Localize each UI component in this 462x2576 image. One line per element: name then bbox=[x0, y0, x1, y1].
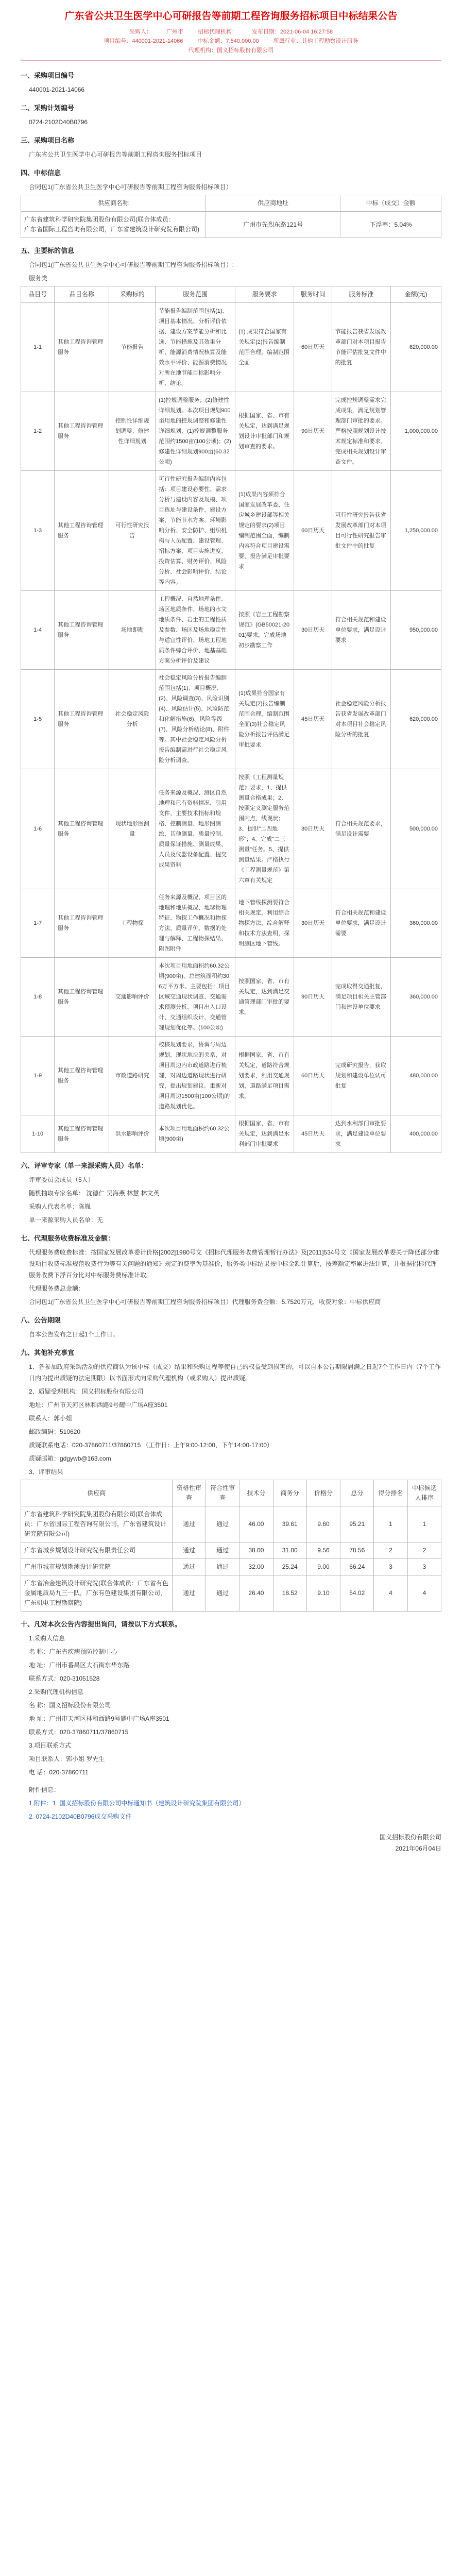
expert-line: 单一来源采购人员名单：无 bbox=[29, 1216, 104, 1224]
section-heading: 六、评审专家（单一来源采购人员）名单： bbox=[21, 1162, 148, 1170]
table-row: 1-3 其他工程咨询管理服务 可行性研究报告 可行性研究报告编制内容包括：项目建设必要性、需求分析与建设内容及规模、项目选址与建设条件、建设方案、节能节水方案、环境影响分析、安全防护、组织机构与人员配置、建设管理、招标方案、项目实施进度、投资估算、财务评价、风险分析、社会影响评价、结论等内容。 (1)成果内容须符合国家发展改革委、住房城乡建设部等相关规定的要求(2)项目编制范围全面，编制内容符合项目建设需要，报告满足审批要求 60日历天 可行性研究报告获省发展改革部门对本项目可行性研究报告审批文件中的批复 1,250,000.00 bbox=[21, 471, 441, 591]
expert-line: 评审委员会成员（5人） bbox=[29, 1176, 94, 1183]
table-row: 1-1 其他工程咨询管理服务 节能报告 节能报告编制范围包括(1)、项目基本情况、分析评价依据、建设方案节能分析和比选、节能措施及其效果分析、能源消费情况核算及能效水平评价、能源消费情况对所在地节能目标影响分析、结论。 (1) 成果符合国家有关规定(2)报告编制范围合理，编制范围全面 60日历天 节能报告获省发展改革部门对本项目报告节能评估批复文件中的批复 620,000.00 bbox=[21, 303, 441, 392]
meta-line-3: 代理机构：国义招标股份有限公司 bbox=[189, 47, 273, 54]
project-name: 广东省公共卫生医学中心可研报告等前期工程咨询服务招标项目 bbox=[29, 151, 202, 158]
divider bbox=[21, 60, 441, 61]
attachment-link[interactable]: 2. 0724-2102D40B0796成交采购文件 bbox=[29, 1813, 132, 1820]
extra-line: 联系人：郭小姐 bbox=[29, 1415, 73, 1422]
extra-line: 邮政编码：510620 bbox=[29, 1428, 81, 1435]
winner-address: 广州市先烈东路121号 bbox=[206, 212, 340, 238]
section-heading: 九、其他补充事宜 bbox=[21, 1349, 75, 1357]
project-number: 440001-2021-14066 bbox=[29, 86, 85, 93]
sign-date: 2021年06月04日 bbox=[395, 1845, 441, 1852]
table-row: 1-9 其他工程咨询管理服务 市政道路研究 校核规划要求，协调与周边规划、现状地块的关系，对项目周边内市政道路进行梳理，对周边道路现状进行研究，提出规划建议。重新对项目周边1500亩(100公顷)的道路规划优化。 根据国家、省、市有关规定，道路符合规划要求，利用交通规划，道路满足项目需求。 60日历天 完成研究报告，获取规划和建设单位认可批复 480,000.00 bbox=[21, 1037, 441, 1115]
sub-heading: 2.采购代理机构信息 bbox=[29, 1688, 84, 1696]
table-row: 1-7 其他工程咨询管理服务 工程物探 任务来源及概况、项目区的地理和地质概况、地球物理特征、物探工作概况和物探方法、质量评价、数据的处理与解释、工程物探结果、附图附件 地下管线探测要符合相关规定，利用综合物探方法，综合解释和技术方法查明，探明测区地下管线。 30日历天 符合相关规范和建设单位要求，满足设计需要 360,000.00 bbox=[21, 889, 441, 958]
section-heading: 七、代理服务收费标准及金额： bbox=[21, 1234, 115, 1242]
contact-line: 项目联系人：郭小姐 罗先生 bbox=[29, 1755, 105, 1762]
extra-line: 2、质疑受理机构：国义招标股份有限公司 bbox=[29, 1388, 144, 1395]
contact-line: 地 址：广州市天河区林和西路9号耀中广场A座3501 bbox=[29, 1715, 169, 1722]
section-heading: 十、凡对本次公告内容提出询问，请按以下方式联系。 bbox=[21, 1620, 182, 1628]
table-row: 1-4 其他工程咨询管理服务 场地即勘 工程概况、自然地理条件、场区地质条件、场地的水文地质条件、岩土的工程性质及参数、场区及场地稳定性与适宜性评价、场地工程地质条件综合评价、地基基础方案分析评价及建议 按照《岩土工程勘察规范》(GB50021-2001)要求，完成场地初步勘察工作 30日历天 符合相关规范和建设单位要求，满足设计要求 950,000.00 bbox=[21, 591, 441, 670]
winner-amount: 下浮率：5.04% bbox=[340, 212, 441, 238]
section-heading: 四、中标信息 bbox=[21, 169, 61, 177]
notice-period: 自本公告发布之日起1个工作日。 bbox=[29, 1331, 119, 1338]
table-row: 1-5 其他工程咨询管理服务 社会稳定风险分析 社会稳定风险分析报告编制范围包括(1)、项目概况、(2)、风险调查(3)、风险识别(4)、风险估计(5)、风险防范和化解措施(6)、风险等级(7)、风险分析结论(8)、附件等。其中社会稳定风险分析报告编制需进行社会稳定风险分析调查。 (1)成果符合国家有关规定(2)报告编制范围合理，编制范围全面(3)社会稳定风险分析报告评估满足审批要求 45日历天 社会稳定风险分析报告获省发展改革部门对本项目社会稳定风险分析的批复 620,000.00 bbox=[21, 670, 441, 769]
fee-line: 合同包1(广东省公共卫生医学中心可研报告等前期工程咨询服务招标项目）代理服务费金额：5.7520万元，收费对象：中标供应商 bbox=[29, 1298, 381, 1306]
extra-line: 地址：广州市天河区林和西路9号耀中广场A座3501 bbox=[29, 1401, 168, 1409]
fee-line: 代理服务费收费标准：按国家发展改革委计价格[2002]1980号文《招标代理服务收费管理暂行办法》及[2011]534号文《国家发展改革委关于降低部分建设项目收费标准规范收费行为等有关问题的通知》规定的费率为基准价，服务类中标结果按中标金额计算后，按差额定率累进法计算，并根据招标代理服务收费下浮百分比对中标服务费标准计取。 bbox=[29, 1249, 439, 1279]
extra-line: 1、各参加政府采购活动的供应商认为该中标（成交）结果和采购过程等使自己的权益受到损害的，可以自本公告期限届满之日起7个工作日内（7个工作日内为提出质疑的法定期限）以书面形式向采购代理机构（或采购人）提出质疑。 bbox=[29, 1363, 441, 1382]
score-table: 供应商 资格性审查 符合性审查 技术分 商务分 价格分 总分 得分排名 中标候选人排序 广东省建筑科学研究院集团股份有限公司(联合体成员：广东省国际工程咨询有限公司，广东省建筑设计研究院有限公司) 通过 通过 46.00 39.61 9.60 95.21 1 1 广东省城乡规划设计研究院有限责任公司 通过 通过 38.00 31.00 9.56 78.56 2 2 广州市城市规划勘测设计研究院 通过 通过 32.00 25.24 9.00 66.24 3 3 广东省冶金建筑设计研究院(联合体成员：广东省有色金属地质局九三一队，广东有色建设集团有限公司，广东机电工程勘察院) 通过 通过 26.40 18.52 9.10 54.02 4 4 bbox=[21, 1480, 441, 1612]
extra-line: 质疑联系电话：020-37860711/37860715 （工作日：上午9:00-12:00，下午14:00-17:00） bbox=[29, 1442, 273, 1449]
table-row: 广东省冶金建筑设计研究院(联合体成员：广东省有色金属地质局九三一队，广东有色建设集团有限公司，广东机电工程勘察院) 通过 通过 26.40 18.52 9.10 54.02 4 4 bbox=[21, 1575, 441, 1612]
contact-line: 电 话：020-37860711 bbox=[29, 1769, 89, 1776]
service-type: 服务类 bbox=[29, 275, 48, 282]
table-row: 广州市城市规划勘测设计研究院 通过 通过 32.00 25.24 9.00 66.24 3 3 bbox=[21, 1559, 441, 1575]
meta-line-1: 采购人： 广州市 招标代理机构： 发布日期：2021-06-04 16:27:58 bbox=[129, 29, 333, 35]
sub-heading: 3.项目联系方式 bbox=[29, 1742, 72, 1749]
section-heading: 三、采购项目名称 bbox=[21, 137, 75, 144]
attachment-title: 附件信息： bbox=[29, 1786, 60, 1793]
meta-line-2: 项目编号：440001-2021-14066 中标金额：7,540,000.00 所属行业：其他工程勘察设计服务 bbox=[104, 38, 358, 44]
package-intro: 合同包1(广东省公共卫生医学中心可研报告等前期工程咨询服务招标项目） bbox=[29, 183, 232, 191]
table-row: 广东省城乡规划设计研究院有限责任公司 通过 通过 38.00 31.00 9.56 78.56 2 2 bbox=[21, 1543, 441, 1559]
table-row: 广东省建筑科学研究院集团股份有限公司(联合体成员：广东省国际工程咨询有限公司，广东省建筑设计研究院有限公司) 通过 通过 46.00 39.61 9.60 95.21 1 1 bbox=[21, 1506, 441, 1543]
table-row: 1-6 其他工程咨询管理服务 现状地形图测量 任务来源及概况、测区自然地理和已有资料情况、引用文件、主要技术指标和规格、控制测量、地形图测绘、其他测量、质量控制、质量保证措施、测量成果、人员及仪器设备配置、提交成果资料 按照《工程测量规范》要求，1、提供测量合格成果；2、按照定义测定服务范围内点、线现状；3、提供"二四地形"；4、完成"二三测量"任务。5、提供测量结果。严格执行《工程测量规范》第六章有关规定 30日历天 符合相关规范要求，满足设计需要 500,000.00 bbox=[21, 769, 441, 889]
table-row: 1-8 其他工程咨询管理服务 交通影响评价 本次项目用地面积约60.32公顷(900亩)，总建筑面积约30.6万平方米。主要包括：项目区域交通现状调查、交通需求预测分析、项目出入口设计、交通组织设计、交通管理规划优化等。(100公顷) 按照国家、省、市有关规定，达到满足交通管理部门审批的要求。 90日历天 完成取得交通批复，满足项目相关主管部门和建设单位要求 360,000.00 bbox=[21, 958, 441, 1037]
contact-line: 名 称：国义招标股份有限公司 bbox=[29, 1702, 111, 1709]
signature-block bbox=[21, 1832, 441, 1854]
contact-line: 联系方式：020-37860711/37860715 bbox=[29, 1728, 129, 1736]
extra-line: 3、评审结果 bbox=[29, 1468, 63, 1476]
section-heading: 八、公告期限 bbox=[21, 1316, 61, 1324]
contact-line: 联系方式：020-31051528 bbox=[29, 1675, 100, 1682]
package-intro: 合同包1(广东省公共卫生医学中心可研报告等前期工程咨询服务招标项目）: bbox=[29, 261, 234, 268]
attachment-link[interactable]: 1.附件：1. 国义招标股份有限公司中标通知书（建筑设计研究院集团有限公司） bbox=[29, 1800, 245, 1807]
contact-line: 地 址：广州市番禺区大石街东华东路 bbox=[29, 1662, 130, 1669]
winner-table: 供应商名称 供应商地址 中标（成交）金额 广东省建筑科学研究院集团股份有限公司(联合体成员： 广东省国际工程咨询有限公司，广东省建筑设计研究院有限公司) 广州市先烈东路121号 下浮率：5.04% bbox=[21, 195, 441, 238]
plan-number: 0724-2102D40B0796 bbox=[29, 118, 88, 126]
contact-line: 名 称：广东省疾病预防控制中心 bbox=[29, 1648, 117, 1655]
table-row: 1-2 其他工程咨询管理服务 控制性详细规划调整、修建性详细规划 (1)控规调整服务；(2)修建性详细规划。本次项目规划900亩用地的控规调整和修建性详细规划、(1)控规调整服务范围约1500亩(100公顷)；(2)修建性详细规划900亩(60.32公顷) 根据国家、省、市有关规定，达到满足规划设计审批部门和规划审查的要求。 90日历天 完成控规调整需求完成成果，满足规划管理部门审批的要求。严格按照规划设计技术规定标准和要求。完成相关规划设计审查文件。 1,000,000.00 bbox=[21, 392, 441, 471]
winner-name: 广东省建筑科学研究院集团股份有限公司(联合体成员： 广东省国际工程咨询有限公司，广东省建筑设计研究院有限公司) bbox=[21, 212, 206, 238]
sub-heading: 1.采购人信息 bbox=[29, 1635, 65, 1642]
section-heading: 一、采购项目编号 bbox=[21, 72, 75, 79]
expert-line: 随机抽取专家名单： 沈德仁 吴海燕 林慧 林文英 bbox=[29, 1190, 160, 1197]
page-title: 广东省公共卫生医学中心可研报告等前期工程咨询服务招标项目中标结果公告 bbox=[64, 11, 398, 22]
extra-line: 质疑邮箱：gdgywb@163.com bbox=[29, 1455, 111, 1462]
items-table: 品目号 品目名称 采购标的 服务范围 服务要求 服务时间 服务标准 金额(元) 1-1 其他工程咨询管理服务 节能报告 节能报告编制范围包括(1)、项目基本情况、分析评价依据、建设方案节能分析和比选、节能措施及其效果分析、能源消费情况核算及能效水平评价、能源消费情况对所在地节能目标影响分析、结论。 (1) 成果符合国家有关规定(2)报告编制范围合理，编制范围全面 60日历天 节能报告获省发展改革部门对本项目报告节能评估批复文件中的批复 620,000.00 1-2 其他工程咨询管理服务 控制性详细规划调整、修建性详细规划 (1)控规调整服务；(2)修建性详细规划。本次项目规划900亩用地的控规调整和修建性详细规划、(1)控规调整服务范围约1500亩(100公顷)；(2)修建性详细规划900亩(60.32公顷) 根据国家、省、市有关规定，达到满足规划设计审批部门和规划审查的要求。 90日历天 完成控规调整需求完成成果，满足规划管理部门审批的要求。严格按照规划设计技术规定标准和要求。完成相关规划设计审查文件。 1,000,000.00 1-3 其他工程咨询管理服务 可行性研究报告 可行性研究报告编制内容包括：项目建设必要性、需求分析与建设内容及规模、项目选址与建设条件、建设方案、节能节水方案、环境影响分析、安全防护、组织机构与人员配置、建设管理、招标方案、项目实施进度、投资估算、财务评价、风险分析、社会影响评价、结论等内容。 (1)成果内容须符合国家发展改革委、住房城乡建设部等相关规定的要求(2)项目编制范围全面，编制内容符合项目建设需要，报告满足审批要求 60日历天 可行性研究报告获省发展改革部门对本项目可行性研究报告审批文件中的批复 1,250,000.00 1-4 其他工程咨询管理服务 场地即勘 工程概况、自然地理条件、场区地质条件、场地的水文地质条件、岩土的工程性质及参数、场区及场地稳定性与适宜性评价、场地工程地质条件综合评价、地基基础方案分析评价及建议 按照《岩土工程勘察规范》(GB50021-2001)要求，完成场地初步勘察工作 30日历天 符合相关规范和建设单位要求，满足设计要求 950,000.00 1-5 其他工程咨询管理服务 社会稳定风险分析 社会稳定风险分析报告编制范围包括(1)、项目概况、(2)、风险调查(3)、风险识别(4)、风险估计(5)、风险防范和化解措施(6)、风险等级(7)、风险分析结论(8)、附件等。其中社会稳定风险分析报告编制需进行社会稳定风险分析调查。 (1)成果符合国家有关规定(2)报告编制范围合理，编制范围全面(3)社会稳定风险分析报告评估满足审批要求 45日历天 社会稳定风险分析报告获省发展改革部门对本项目社会稳定风险分析的批复 620,000.00 1-6 其他工程咨询管理服务 现状地形图测量 任务来源及概况、测区自然地理和已有资料情况、引用文件、主要技术指标和规格、控制测量、地形图测绘、其他测量、质量控制、质量保证措施、测量成果、人员及仪器设备配置、提交成果资料 按照《工程测量规范》要求，1、提供测量合格成果；2、按照定义测定服务范围内点、线现状；3、提供"二四地形"；4、完成"二三测量"任务。5、提供测量结果。严格执行《工程测量规范》第六章有关规定 30日历天 符合相关规范要求，满足设计需要 500,000.00 1-7 其他工程咨询管理服务 工程物探 任务来源及概况、项目区的地理和地质概况、地球物理特征、物探工作概况和物探方法、质量评价、数据的处理与解释、工程物探结果、附图附件 地下管线探测要符合相关规定，利用综合物探方法，综合解释和技术方法查明，探明测区地下管线。 30日历天 符合相关规范和建设单位要求，满足设计需要 360,000.00 1-8 其他工程咨询管理服务 交通影响评价 本次项目用地面积约60.32公顷(900亩)，总建筑面积约30.6万平方米。主要包括：项目区域交通现状调查、交通需求预测分析、项目出入口设计、交通组织设计、交通管理规划优化等。(100公顷) 按照国家、省、市有关规定，达到满足交通管理部门审批的要求。 90日历天 完成取得交通批复，满足项目相关主管部门和建设单位要求 360,000.00 1-9 其他工程咨询管理服务 市政道路研究 校核规划要求，协调与周边规划、现状地块的关系，对项目周边内市政道路进行梳理，对周边道路现状进行研究，提出规划建议。重新对项目周边1500亩(100公顷)的道路规划优化。 根据国家、省、市有关规定，道路符合规划要求，利用交通规划，道路满足项目需求。 60日历天 完成研究报告，获取规划和建设单位认可批复 480,000.00 1-10 其他工程咨询管理服务 洪水影响评价 本次项目用地面积约60.32公顷(900亩) 根据国家、省、市有关规定，达到满足水利部门审批要求 45日历天 达到水利部门审批要求，满足建设单位要求 400,000.00 bbox=[21, 286, 441, 1153]
fee-line: 代理服务费总金额： bbox=[29, 1285, 85, 1292]
section-heading: 二、采购计划编号 bbox=[21, 104, 75, 112]
signer-name: 国义招标股份有限公司 bbox=[379, 1834, 441, 1841]
table-row: 1-10 其他工程咨询管理服务 洪水影响评价 本次项目用地面积约60.32公顷(900亩) 根据国家、省、市有关规定，达到满足水利部门审批要求 45日历天 达到水利部门审批要求，满足建设单位要求 400,000.00 bbox=[21, 1115, 441, 1153]
section-heading: 五、主要标的信息 bbox=[21, 247, 75, 255]
expert-line: 采购人代表名单：陈胤 bbox=[29, 1203, 91, 1210]
